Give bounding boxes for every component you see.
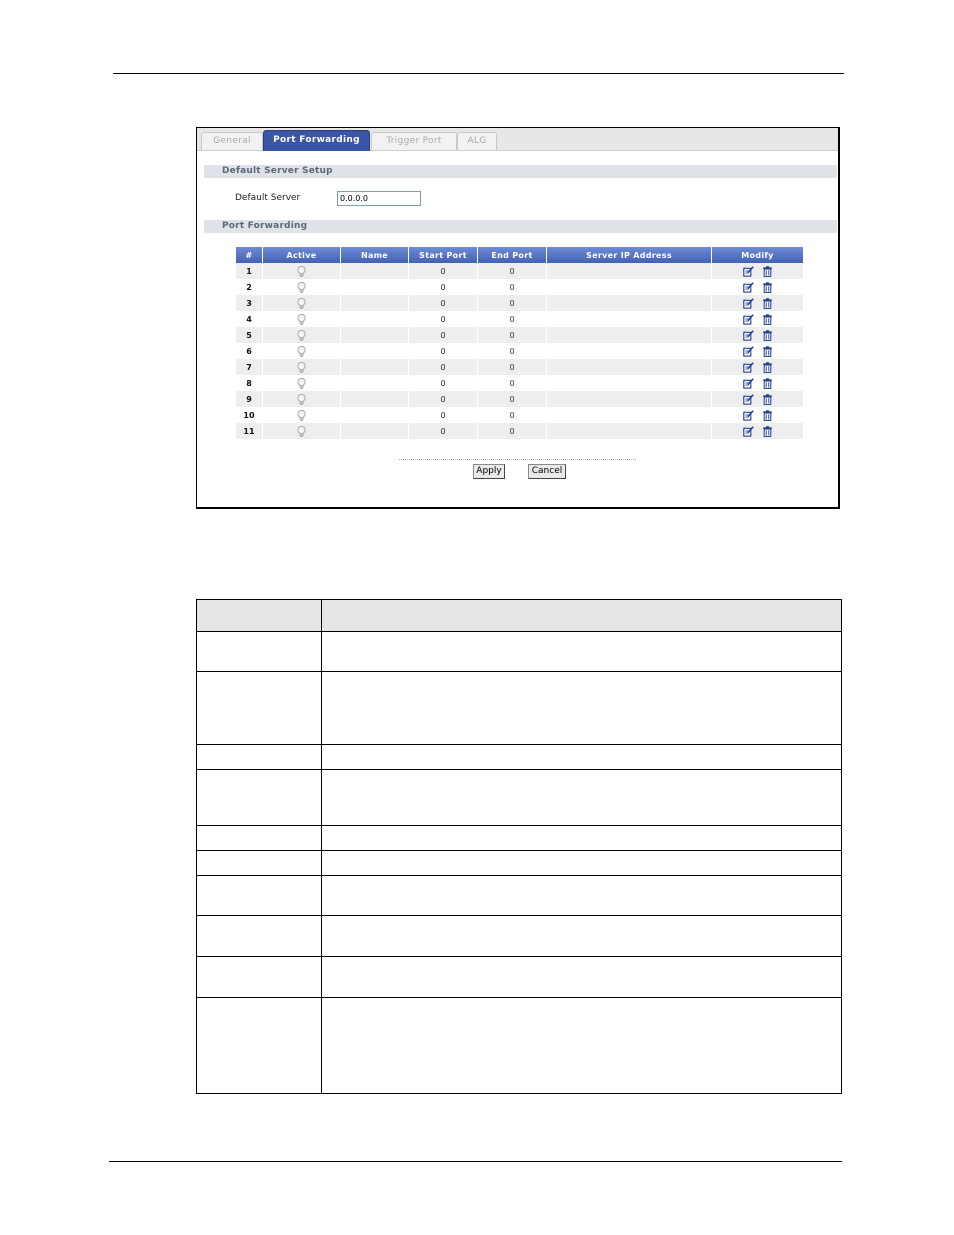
row-index: 7 <box>236 359 263 375</box>
description-header-cell <box>322 600 842 632</box>
row-server-ip <box>547 279 712 295</box>
row-active <box>263 391 341 407</box>
row-name <box>341 263 409 279</box>
row-start-port: 0 <box>409 391 478 407</box>
row-index: 1 <box>236 263 263 279</box>
tab-alg[interactable]: ALG <box>457 132 497 150</box>
row-index: 10 <box>236 407 263 423</box>
tab-bar <box>197 128 838 151</box>
col-name: Name <box>341 247 409 263</box>
description-cell <box>197 851 322 876</box>
row-start-port: 0 <box>409 407 478 423</box>
row-modify <box>712 311 804 327</box>
row-name <box>341 343 409 359</box>
description-cell <box>322 998 842 1094</box>
trash-icon[interactable] <box>762 314 773 325</box>
description-cell <box>197 632 322 672</box>
row-active <box>263 311 341 327</box>
row-server-ip <box>547 327 712 343</box>
row-index: 5 <box>236 327 263 343</box>
row-name <box>341 407 409 423</box>
edit-icon[interactable] <box>743 330 754 341</box>
row-name <box>341 279 409 295</box>
description-cell <box>322 957 842 998</box>
row-name <box>341 359 409 375</box>
table-row <box>236 407 803 423</box>
row-server-ip <box>547 343 712 359</box>
row-active <box>263 407 341 423</box>
row-name <box>341 391 409 407</box>
row-modify <box>712 263 804 279</box>
row-start-port: 0 <box>409 311 478 327</box>
description-row <box>197 957 842 998</box>
page-footer-rule <box>109 1161 842 1162</box>
description-cell <box>197 672 322 745</box>
description-cell <box>197 826 322 851</box>
description-cell <box>322 826 842 851</box>
edit-icon[interactable] <box>743 282 754 293</box>
edit-icon[interactable] <box>743 346 754 357</box>
row-modify <box>712 391 804 407</box>
description-cell <box>322 672 842 745</box>
row-modify <box>712 295 804 311</box>
col-modify: Modify <box>712 247 804 263</box>
description-row <box>197 826 842 851</box>
default-server-input[interactable] <box>337 191 421 206</box>
port-forwarding-table <box>236 247 803 439</box>
table-row <box>236 279 803 295</box>
table-row <box>236 311 803 327</box>
row-index: 8 <box>236 375 263 391</box>
row-end-port: 0 <box>478 407 547 423</box>
row-start-port: 0 <box>409 423 478 439</box>
description-row <box>197 851 842 876</box>
description-cell <box>197 770 322 826</box>
edit-icon[interactable] <box>743 314 754 325</box>
trash-icon[interactable] <box>762 426 773 437</box>
row-name <box>341 423 409 439</box>
row-modify <box>712 375 804 391</box>
row-server-ip <box>547 391 712 407</box>
edit-icon[interactable] <box>743 394 754 405</box>
description-row <box>197 876 842 916</box>
default-server-label: Default Server <box>235 193 301 203</box>
description-header-row <box>197 600 842 632</box>
bulb-off-icon <box>297 410 306 421</box>
description-row <box>197 632 842 672</box>
bulb-off-icon <box>297 266 306 277</box>
row-modify <box>712 407 804 423</box>
row-name <box>341 375 409 391</box>
row-end-port: 0 <box>478 343 547 359</box>
description-cell <box>322 876 842 916</box>
row-active <box>263 359 341 375</box>
table-row <box>236 263 803 279</box>
table-row <box>236 375 803 391</box>
trash-icon[interactable] <box>762 394 773 405</box>
row-end-port: 0 <box>478 263 547 279</box>
row-server-ip <box>547 311 712 327</box>
trash-icon[interactable] <box>762 346 773 357</box>
edit-icon[interactable] <box>743 266 754 277</box>
row-active <box>263 263 341 279</box>
trash-icon[interactable] <box>762 266 773 277</box>
bulb-off-icon <box>297 282 306 293</box>
dotted-divider <box>399 459 636 460</box>
row-server-ip <box>547 295 712 311</box>
trash-icon[interactable] <box>762 362 773 373</box>
row-active <box>263 295 341 311</box>
description-cell <box>322 770 842 826</box>
row-index: 11 <box>236 423 263 439</box>
table-row <box>236 391 803 407</box>
table-row <box>236 295 803 311</box>
row-start-port: 0 <box>409 263 478 279</box>
row-server-ip <box>547 375 712 391</box>
apply-button[interactable]: Apply <box>473 464 505 479</box>
trash-icon[interactable] <box>762 298 773 309</box>
col-end-port: End Port <box>478 247 547 263</box>
row-index: 3 <box>236 295 263 311</box>
description-row <box>197 916 842 957</box>
table-header-row <box>236 247 803 263</box>
row-modify <box>712 279 804 295</box>
description-cell <box>197 957 322 998</box>
description-cell <box>197 916 322 957</box>
router-screenshot <box>196 127 840 509</box>
row-end-port: 0 <box>478 327 547 343</box>
row-name <box>341 311 409 327</box>
row-index: 9 <box>236 391 263 407</box>
row-active <box>263 327 341 343</box>
bulb-off-icon <box>297 346 306 357</box>
edit-icon[interactable] <box>743 362 754 373</box>
row-end-port: 0 <box>478 423 547 439</box>
description-cell <box>322 916 842 957</box>
description-cell <box>197 745 322 770</box>
edit-icon[interactable] <box>743 298 754 309</box>
bulb-off-icon <box>297 394 306 405</box>
row-modify <box>712 327 804 343</box>
description-row <box>197 998 842 1094</box>
trash-icon[interactable] <box>762 410 773 421</box>
description-row <box>197 745 842 770</box>
page-header-rule <box>113 73 844 74</box>
port-forwarding-section-title: Port Forwarding <box>204 220 837 233</box>
description-header-cell <box>197 600 322 632</box>
bulb-off-icon <box>297 314 306 325</box>
table-row <box>236 359 803 375</box>
bulb-off-icon <box>297 330 306 341</box>
row-end-port: 0 <box>478 295 547 311</box>
table-row <box>236 343 803 359</box>
row-modify <box>712 359 804 375</box>
description-row <box>197 770 842 826</box>
row-active <box>263 375 341 391</box>
row-modify <box>712 423 804 439</box>
row-start-port: 0 <box>409 359 478 375</box>
row-server-ip <box>547 359 712 375</box>
col-start-port: Start Port <box>409 247 478 263</box>
description-table <box>196 599 842 1094</box>
row-index: 6 <box>236 343 263 359</box>
row-active <box>263 279 341 295</box>
table-row <box>236 423 803 439</box>
row-start-port: 0 <box>409 375 478 391</box>
bulb-off-icon <box>297 298 306 309</box>
description-cell <box>322 851 842 876</box>
row-end-port: 0 <box>478 279 547 295</box>
trash-icon[interactable] <box>762 330 773 341</box>
tab-general[interactable]: General <box>201 132 263 150</box>
description-cell <box>322 632 842 672</box>
row-active <box>263 423 341 439</box>
default-server-section-title: Default Server Setup <box>204 165 837 178</box>
row-server-ip <box>547 263 712 279</box>
row-end-port: 0 <box>478 311 547 327</box>
row-start-port: 0 <box>409 295 478 311</box>
tab-port-forwarding[interactable]: Port Forwarding <box>263 130 370 151</box>
description-cell <box>197 998 322 1094</box>
trash-icon[interactable] <box>762 282 773 293</box>
row-start-port: 0 <box>409 343 478 359</box>
edit-icon[interactable] <box>743 378 754 389</box>
tab-trigger-port[interactable]: Trigger Port <box>371 132 457 150</box>
cancel-button[interactable]: Cancel <box>528 464 566 479</box>
row-end-port: 0 <box>478 391 547 407</box>
row-start-port: 0 <box>409 279 478 295</box>
row-index: 4 <box>236 311 263 327</box>
row-name <box>341 295 409 311</box>
bulb-off-icon <box>297 362 306 373</box>
edit-icon[interactable] <box>743 410 754 421</box>
edit-icon[interactable] <box>743 426 754 437</box>
description-cell <box>197 876 322 916</box>
row-end-port: 0 <box>478 375 547 391</box>
row-server-ip <box>547 407 712 423</box>
trash-icon[interactable] <box>762 378 773 389</box>
table-row <box>236 327 803 343</box>
row-end-port: 0 <box>478 359 547 375</box>
col-active: Active <box>263 247 341 263</box>
row-start-port: 0 <box>409 327 478 343</box>
col-server-ip: Server IP Address <box>547 247 712 263</box>
row-modify <box>712 343 804 359</box>
col-index: # <box>236 247 263 263</box>
bulb-off-icon <box>297 426 306 437</box>
row-index: 2 <box>236 279 263 295</box>
row-name <box>341 327 409 343</box>
description-row <box>197 672 842 745</box>
row-active <box>263 343 341 359</box>
row-server-ip <box>547 423 712 439</box>
bulb-off-icon <box>297 378 306 389</box>
description-cell <box>322 745 842 770</box>
